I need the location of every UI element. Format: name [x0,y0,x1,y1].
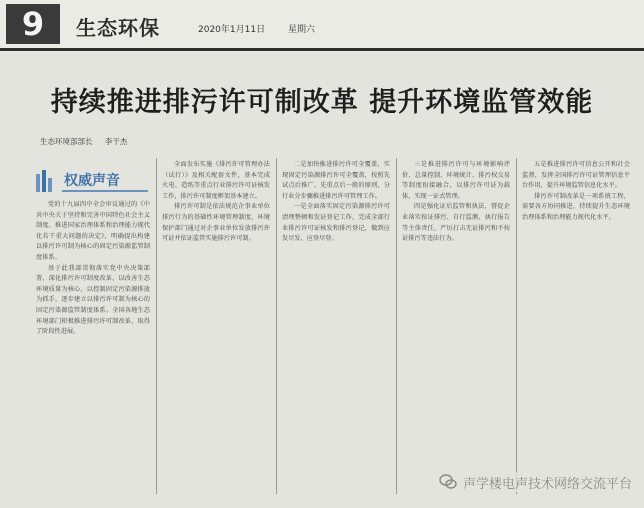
header-divider [0,48,644,51]
column-tag [34,168,152,194]
article-column-5 [522,160,630,460]
article-headline: 持续推进排污许可制改革 提升环境监管效能 [50,87,594,118]
chat-bubble-icon [439,474,457,490]
column-tag-icon [34,168,58,194]
byline-role: 生态环境部部长 [40,137,93,146]
article-paragraph: 全面发布实施《排污许可管理办法（试行）》及相关配套文件，基本完成火电、造纸等重点行业排污许可证核发工作，排污许可制度框架基本建立。 [162,161,270,200]
byline [40,136,137,147]
section-title: 生态环保 [76,16,160,40]
article-paragraph: 三是推进排污许可与环境影响评价、总量控制、环境统计、排污权交易等制度衔接融合，以排污许可证为载体，实现一证式管理。 [402,161,510,200]
article-paragraph: 基于此我部贯彻落实党中央决策部署，深化排污许可制度改革，以改善生态环境质量为核心，以控制固定污染源排放为抓手，逐步建立以排污许可制为核心的固定污染源监管制度体系。全国各地生态环境部门积极推进排污许可制改革，取得了阶段性进展。 [36,264,150,336]
column-tag-underline [62,190,148,192]
issue-weekday: 星期六 [288,25,316,35]
watermark-text: 声学楼电声技术网络交流平台 [462,476,632,492]
article-paragraph: 党的十九届四中全会审议通过的《中共中央关于坚持和完善中国特色社会主义制度、推进国家治理体系和治理能力现代化若干重大问题的决定》，明确提出构建以排污许可制为核心的固定污染源监管制度体系。 [36,201,150,261]
column-divider [396,158,397,494]
article-column-1 [36,200,150,490]
article-paragraph: 一是全面落实固定污染源排污许可清理整顿和发证登记工作，完成全部行业排污许可证核发和排污登记，做到应发尽发、应登尽登。 [282,203,390,243]
article-column-4 [402,160,510,490]
article-paragraph: 四是强化证后监管和执法，督促企业落实按证排污、自行监测、执行报告等主体责任，严厉打击无证排污和不按证排污等违法行为。 [402,203,510,243]
article-column-3 [282,160,390,490]
article-paragraph: 五是推进排污许可信息公开和社会监督，发挥全国排污许可证管理信息平台作用，提升环境监管信息化水平。 [522,161,630,190]
column-divider [516,158,517,494]
issue-date: 2020年1月11日 [198,25,266,35]
page-header [0,0,644,52]
article-paragraph: 排污许可制是依法规范企事业单位排污行为的基础性环境管理制度，环境保护部门通过对企事业单位发放排污许可证并依证监管实施排污许可制。 [162,203,270,243]
page-number: 9 [6,4,60,44]
article-paragraph: 二是加快推进排污许可全覆盖，实现固定污染源排污许可全覆盖，按照先试点后推广、先重点后一般的原则，分行业分步骤推进排污许可管理工作。 [282,161,390,200]
watermark [435,472,636,492]
column-divider [276,158,277,494]
article-column-2 [162,160,270,490]
byline-name: 李干杰 [104,137,128,146]
column-divider [156,158,157,494]
article-paragraph: 排污许可制改革是一项系统工程，需要各方协同推进，持续提升生态环境治理体系和治理能力现代化水平。 [522,192,630,221]
column-tag-label: 权威声音 [64,173,120,189]
